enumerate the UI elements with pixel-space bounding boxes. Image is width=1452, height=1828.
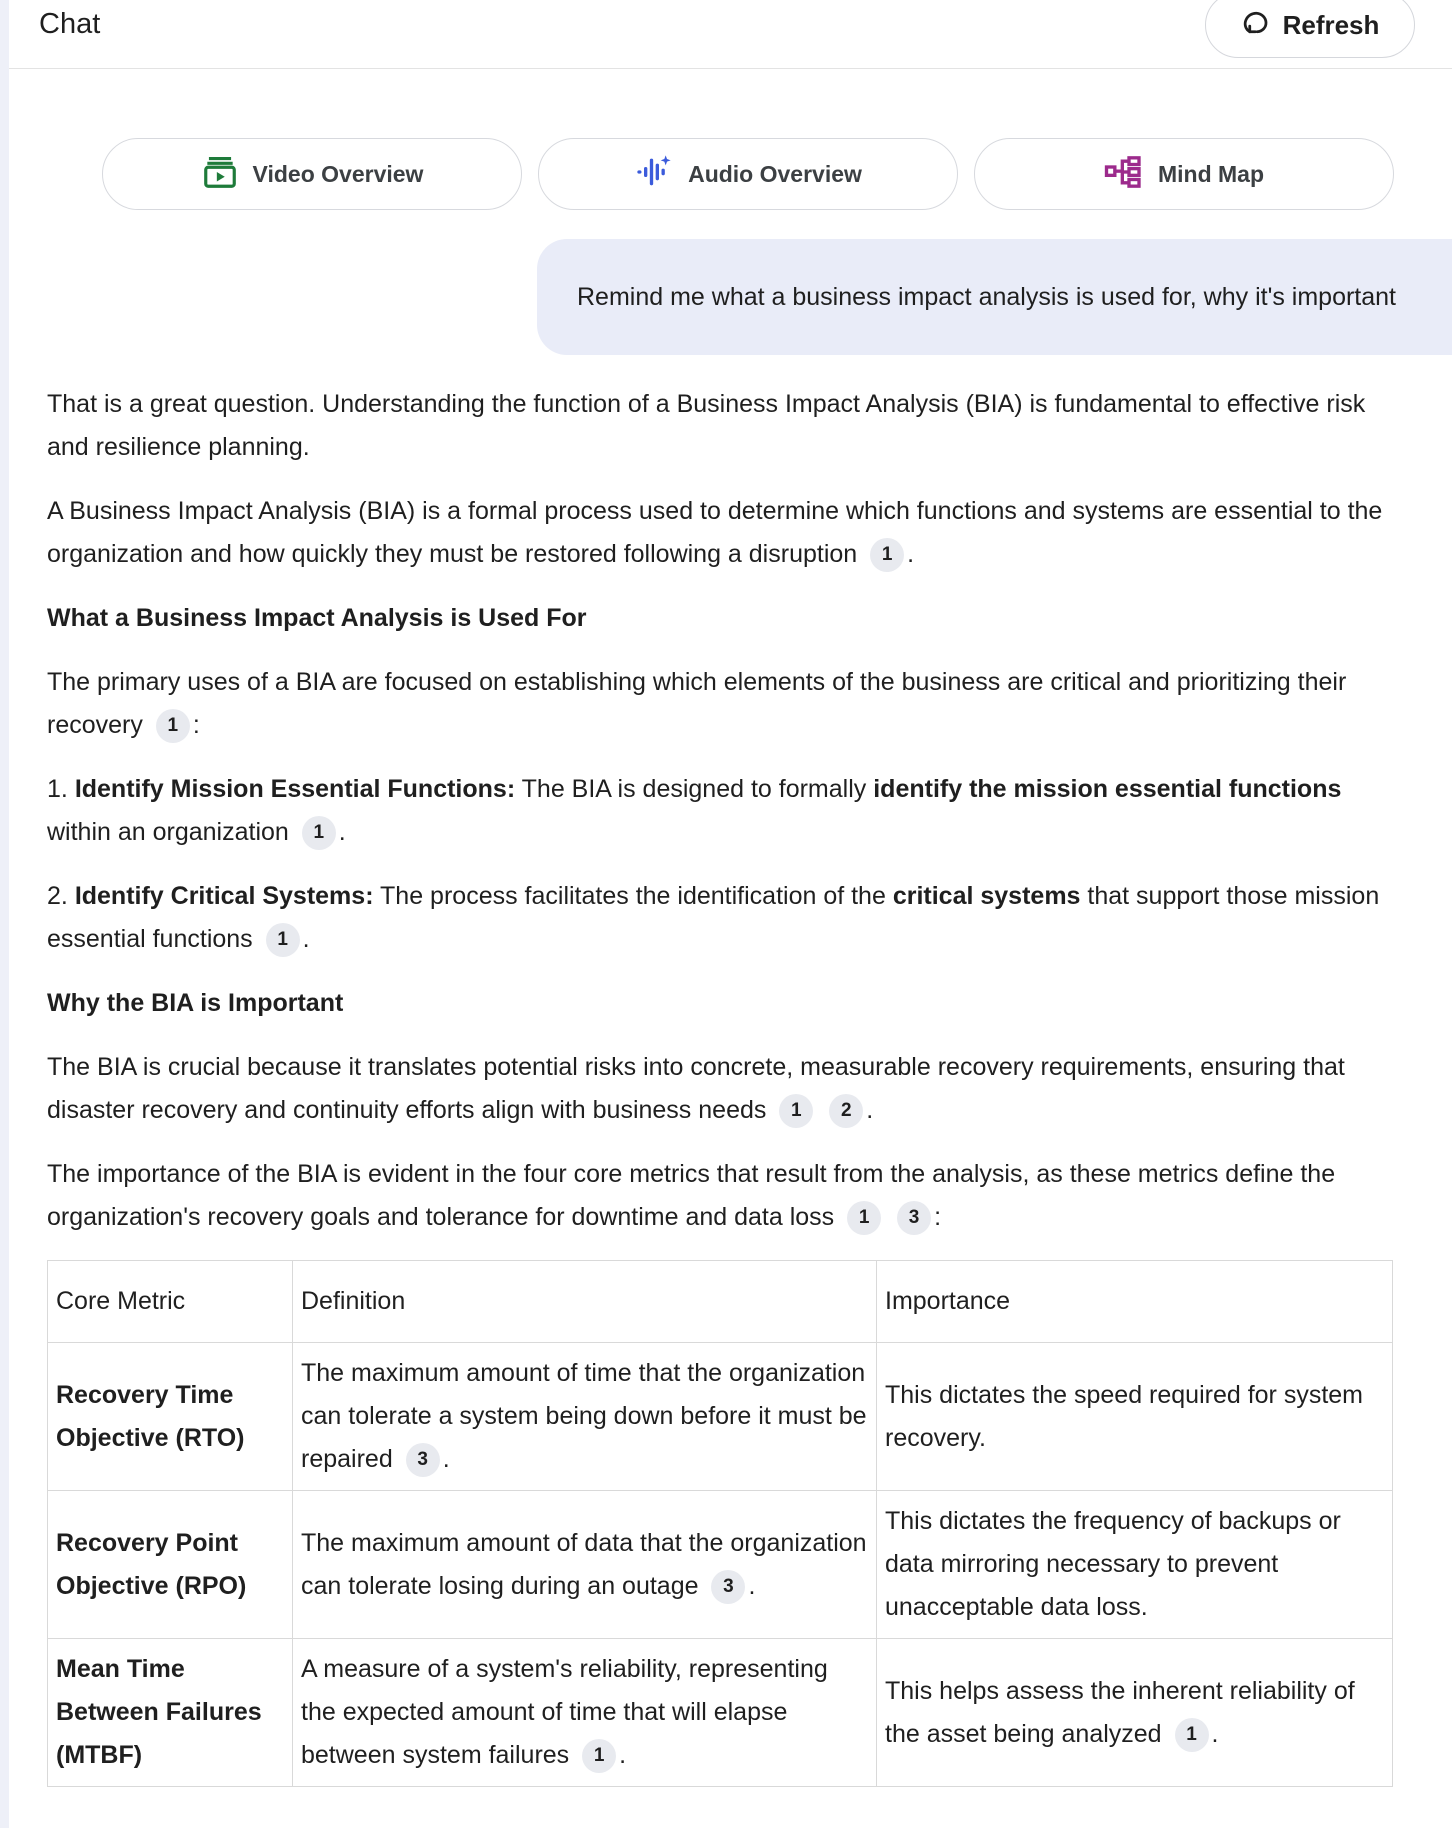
citation-chip[interactable]: 1 bbox=[156, 709, 190, 743]
punctuation: . bbox=[748, 1571, 756, 1600]
heading-used-for: What a Business Impact Analysis is Used For bbox=[47, 604, 587, 632]
overview-actions bbox=[102, 138, 1398, 210]
core-metrics-table bbox=[47, 1260, 1393, 1787]
list-item-1 bbox=[47, 768, 1397, 854]
metric-cell: Recovery Point Objective (RPO) bbox=[48, 1491, 293, 1639]
list-item-text: The BIA is designed to formally bbox=[521, 775, 867, 803]
citation-chip[interactable]: 1 bbox=[779, 1094, 813, 1128]
punctuation: : bbox=[934, 1203, 942, 1231]
metric-cell: Recovery Time Objective (RTO) bbox=[48, 1343, 293, 1491]
chat-header bbox=[9, 0, 1452, 69]
uses-intro-text: The primary uses of a BIA are focused on establishing which elements of the business are critical and prioritizing their recovery bbox=[47, 668, 1347, 739]
refresh-label: Refresh bbox=[1282, 9, 1380, 40]
page-title: Chat bbox=[39, 8, 101, 40]
uses-intro bbox=[47, 661, 1397, 747]
table-row bbox=[48, 1343, 1393, 1491]
audio-overview-label: Audio Overview bbox=[688, 160, 862, 187]
metric-cell: Mean Time Between Failures (MTBF) bbox=[48, 1639, 293, 1787]
table-row bbox=[48, 1491, 1393, 1639]
punctuation: . bbox=[1211, 1719, 1219, 1748]
assistant-answer bbox=[47, 383, 1397, 1787]
answer-definition-text: A Business Impact Analysis (BIA) is a formal process used to determine which functions and systems are essential to the organization and how quickly they must be restored following a disruption bbox=[47, 497, 1383, 568]
citation-chip[interactable]: 1 bbox=[266, 923, 300, 957]
crucial-text: The BIA is crucial because it translates potential risks into concrete, measurable recovery requirements, ensuring that disaster recovery and continuity efforts align with business needs bbox=[47, 1053, 1345, 1124]
video-overview-label: Video Overview bbox=[252, 160, 424, 187]
definition-text: The maximum amount of time that the organization can tolerate a system being down before it must be repaired bbox=[301, 1359, 867, 1473]
list-item-title: Identify Critical Systems: bbox=[74, 882, 374, 910]
column-header: Definition bbox=[293, 1261, 877, 1343]
answer-intro bbox=[47, 383, 1397, 469]
table-row bbox=[48, 1639, 1393, 1787]
punctuation: . bbox=[338, 818, 346, 846]
metrics-intro-text: The importance of the BIA is evident in the four core metrics that result from the analysis, as these metrics define the organization's recovery goals and tolerance for downtime and data loss bbox=[47, 1160, 1336, 1231]
punctuation: . bbox=[302, 925, 310, 953]
list-number: 2. bbox=[47, 882, 68, 910]
mind-map-button[interactable] bbox=[974, 138, 1394, 210]
list-item-title: Identify Mission Essential Functions: bbox=[74, 775, 516, 803]
column-header: Core Metric bbox=[48, 1261, 293, 1343]
citation-chip[interactable]: 1 bbox=[582, 1739, 616, 1773]
list-item-emphasis: identify the mission essential functions bbox=[873, 775, 1342, 803]
citation-chip[interactable]: 3 bbox=[711, 1570, 745, 1604]
refresh-icon bbox=[1241, 8, 1271, 43]
punctuation: . bbox=[619, 1741, 627, 1769]
mind-map-icon bbox=[1104, 155, 1144, 194]
citation-chip[interactable]: 1 bbox=[870, 538, 904, 572]
importance-cell: This dictates the frequency of backups or data mirroring necessary to prevent unacceptable data loss. bbox=[877, 1491, 1393, 1639]
answer-definition bbox=[47, 490, 1397, 576]
user-message-bubble bbox=[537, 239, 1452, 355]
citation-chip[interactable]: 3 bbox=[897, 1201, 931, 1235]
mind-map-label: Mind Map bbox=[1157, 160, 1265, 187]
crucial-paragraph bbox=[47, 1046, 1397, 1132]
definition-cell bbox=[293, 1639, 877, 1787]
list-item-text: The process facilitates the identification of the bbox=[380, 882, 886, 910]
heading-important: Why the BIA is Important bbox=[47, 989, 344, 1017]
citation-chip[interactable]: 2 bbox=[829, 1094, 863, 1128]
list-item-2 bbox=[47, 875, 1397, 961]
punctuation: . bbox=[866, 1096, 874, 1124]
citation-chip[interactable]: 1 bbox=[1175, 1718, 1209, 1752]
citation-chip[interactable]: 1 bbox=[847, 1201, 881, 1235]
list-number: 1. bbox=[47, 775, 68, 803]
list-item-text: within an organization bbox=[47, 818, 289, 846]
citation-chip[interactable]: 3 bbox=[406, 1443, 440, 1477]
importance-text: This helps assess the inherent reliability of the asset being analyzed bbox=[885, 1676, 1355, 1748]
punctuation: : bbox=[192, 711, 200, 739]
audio-overview-icon bbox=[634, 152, 674, 197]
user-message-text: Remind me what a business impact analysis is used for, why it's important bbox=[577, 282, 1397, 311]
importance-cell bbox=[877, 1639, 1393, 1787]
definition-cell bbox=[293, 1343, 877, 1491]
video-overview-button[interactable] bbox=[102, 138, 522, 210]
refresh-button[interactable] bbox=[1205, 0, 1415, 58]
list-item-text: that support those mission essential functions bbox=[47, 882, 1380, 953]
table-header-row bbox=[48, 1261, 1393, 1343]
list-item-emphasis: critical systems bbox=[892, 882, 1081, 910]
video-overview-icon bbox=[201, 153, 239, 196]
punctuation: . bbox=[907, 540, 915, 568]
importance-cell: This dictates the speed required for system recovery. bbox=[877, 1343, 1393, 1491]
definition-text: The maximum amount of data that the organization can tolerate losing during an outage bbox=[301, 1528, 867, 1600]
metrics-intro bbox=[47, 1153, 1397, 1239]
audio-overview-button[interactable] bbox=[538, 138, 958, 210]
column-header: Importance bbox=[877, 1261, 1393, 1343]
definition-text: A measure of a system's reliability, representing the expected amount of time that will elapse between system failures bbox=[301, 1655, 828, 1769]
citation-chip[interactable]: 1 bbox=[302, 816, 336, 850]
definition-cell bbox=[293, 1491, 877, 1639]
left-rail bbox=[0, 0, 9, 1828]
punctuation: . bbox=[442, 1445, 450, 1473]
answer-intro-text: That is a great question. Understanding the function of a Business Impact Analysis (BIA) is fundamental to effective risk and resilience planning. bbox=[47, 390, 1366, 461]
